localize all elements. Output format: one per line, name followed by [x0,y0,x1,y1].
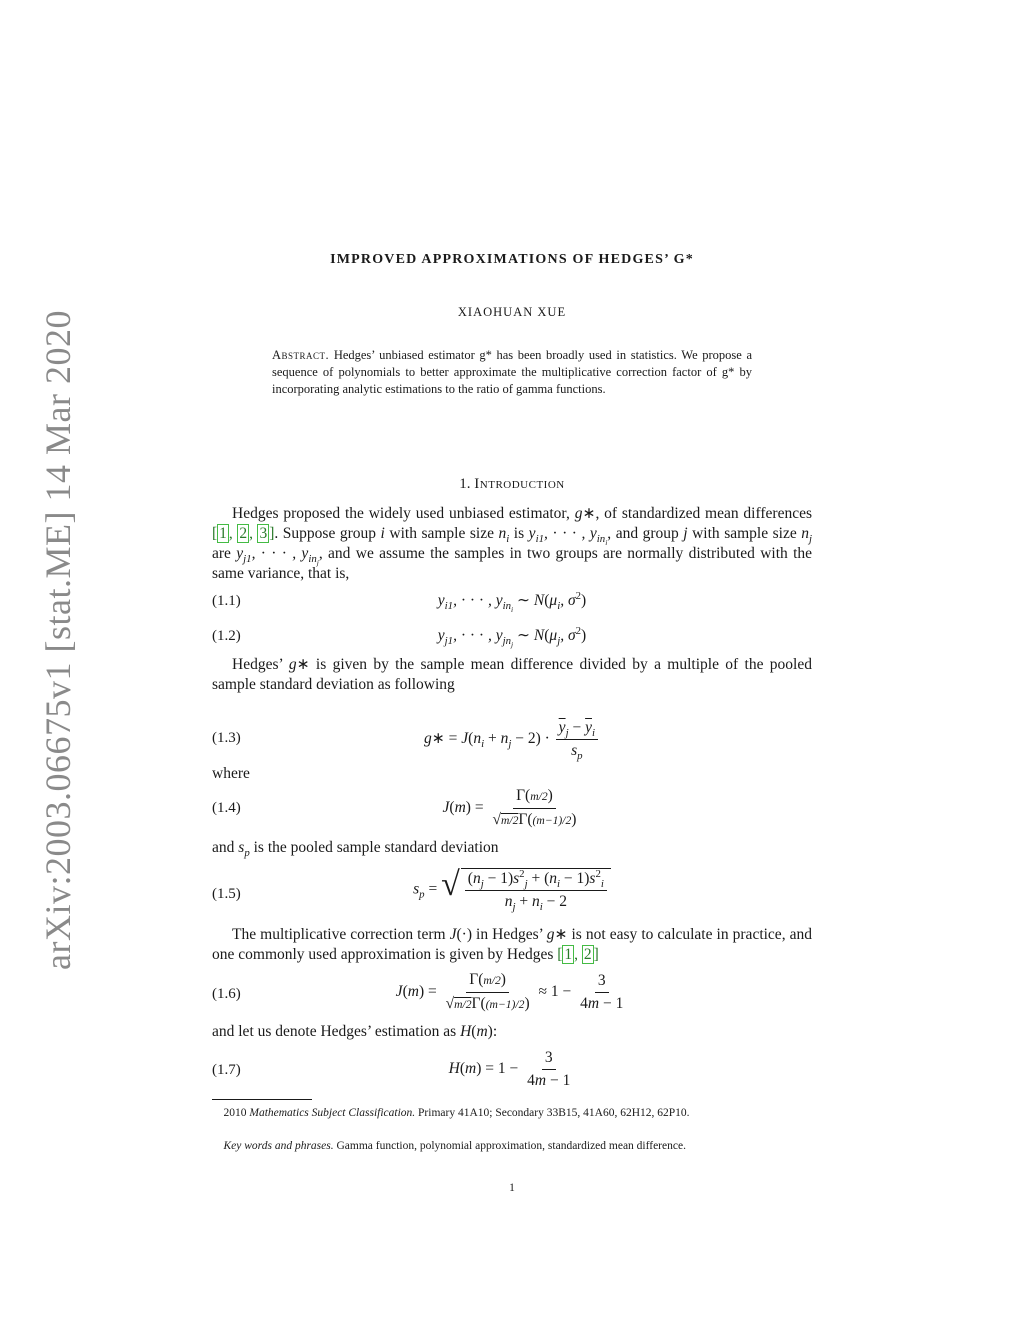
citation-group: [ 1 , 2 ] [557,946,599,963]
citation-group: [ 1 , 2 , 3 ] [212,525,275,542]
text-span: in Hedges’ [472,926,547,943]
arxiv-identifier: arXiv:2003.06675v1 [stat.ME] 14 Mar 2020 [38,310,78,970]
fraction: $\frac{(n_j - 1)s^2_j + (n_i - 1)s^2_i}{n_j + n_i - 2}$ [465,869,607,912]
msc-label: Mathematics Subject Classification. [249,1107,416,1119]
section-heading [212,474,812,494]
math-Hm: H(m) [460,1023,493,1040]
equation-1-2 [212,626,812,656]
abstract [272,347,752,398]
author-name: XIAOHUAN XUE [457,305,567,319]
equation-body: H(m) = 1 − $\frac{3}{4m - 1}$ [212,1048,812,1091]
math-gstar: g [546,926,555,943]
equation-1-6 [212,970,812,1016]
paper-title: IMPROVED APPROXIMATIONS OF HEDGES’ G* [330,252,694,267]
keywords-label: Key words and phrases. [223,1140,334,1152]
page-number: 1 [509,1182,515,1194]
equation-1-3 [212,718,812,762]
intro-paragraph-2: Hedges’ g∗ is given by the sample mean difference divided by a multiple of the pooled sample standard deviation as following [212,656,812,693]
equation-number: (1.7) [212,1062,241,1078]
text-span: is not easy to calculate in practice, and one commonly used approximation is given by Hedges [212,926,812,963]
citation-link-1[interactable]: 1 [219,525,227,542]
equation-number: (1.2) [212,628,241,644]
text-span: is given by the sample mean difference divided by a multiple of the pooled sample standard deviation as following [212,656,812,693]
equation-number: (1.3) [212,730,241,746]
equation-body: J(m) = $\frac{\Gamma(m/2)}{√m/2\Gamma((m-1)/2)}$ ≈ 1 − $\frac{3}{4m - 1}$ [212,970,812,1015]
abstract-text: Hedges’ unbiased estimator g* has been broadly used in statistics. We propose a sequence of polynomials to better approximate the multiplicative correction factor of g* by incorporating analytic estimations to the ratio of gamma functions. [272,348,753,396]
equation-number: (1.4) [212,800,241,816]
math-i: i [380,525,385,542]
text-span: , and group [607,525,684,542]
citation-link-2[interactable]: 2 [583,946,592,963]
citation-link-2[interactable]: 2 [239,525,248,542]
fraction: $\frac{3}{4m - 1}$ [527,1049,571,1089]
section-number: 1. [459,476,471,492]
intro-paragraph-5 [212,1022,812,1042]
text-span: 2010 [223,1107,247,1119]
equation-body: g∗ = $J(n_i + n_j - 2)$ · $\frac{\overline{y}_j - \overline{y}_i}{s_p}$ [212,718,812,761]
text-span: is [509,525,529,542]
math-gstar: g [288,656,297,673]
abstract-label: Abstract. [272,348,330,362]
equation-1-7 [212,1048,812,1090]
math-j: j [683,525,688,542]
fraction: $\frac{\Gamma(m/2)}{√m/2\Gamma((m-1)/2)}$ [445,971,530,1012]
equation-1-5 [212,868,812,920]
text-span: Hedges’ [232,656,289,673]
fraction: $\frac{\Gamma(m/2)}{√m/2\Gamma((m-1)/2)}$ [492,787,577,828]
text-span: , and we assume the samples in two groups are normally distributed with the same variance, that is, [212,545,812,582]
equation-body: $s_p$ = √ $\frac{(n_j - 1)s^2_j + (n_i - 1)s^2_i}{n_j + n_i - 2}$ [212,868,812,912]
text-span: are [212,545,237,562]
footnote-keywords [212,1138,812,1154]
fraction: $\frac{\overline{y}_j - \overline{y}_i}{s_p}$ [556,718,598,761]
text-span: . Suppose group [274,525,381,542]
text-span: , of standardized mean differences [595,505,812,522]
text-span: with sample size [384,525,499,542]
math-gstar: g [574,505,583,522]
text-span: : [492,1023,498,1040]
intro-paragraph-3 [212,838,812,858]
text-span: Hedges proposed the widely used unbiased estimator, [232,505,575,522]
footnote-rule [212,1099,312,1100]
text-span: and [212,839,239,856]
math-ni: $n_i$ [498,525,510,546]
msc-text: Primary 41A10; Secondary 33B15, 41A60, 62H12, 62P10. [418,1107,690,1119]
equation-body: J(m) = $\frac{\Gamma(m/2)}{√m/2\Gamma((m-1)/2)}$ [212,786,812,831]
text-span: is the pooled sample standard deviation [249,839,499,856]
equation-body: $y_{i1}$, · · · , $y_{in_i}$ ∼ $N(\mu_i$, $\sigma^2$) [437,589,587,615]
intro-paragraph-1: Hedges proposed the widely used unbiased estimator, g∗, of standardized mean differences [ 1 , 2 , 3 ]. Suppose group i with sample size $n_i$ is $y_{i1}$, · · · , $y_{in_i}$, and group j with sample size $n_j$ are $y_{j1}$, · · · , $y_{in_j}$, and we assume the samples in two groups are normally distributed with the same variance, that is, [212,505,813,582]
math-nj: $n_j$ [801,525,813,546]
equation-body: $y_{j1}$, · · · , $y_{jn_j}$ ∼ $N(\mu_j$, $\sigma^2$) [437,624,587,650]
equation-number: (1.1) [212,593,241,609]
text-span: and let us denote Hedges’ estimation as [212,1023,461,1040]
text-span: with sample size [687,525,802,542]
keywords-text: Gamma function, polynomial approximation, standardized mean difference. [336,1140,686,1152]
equation-number: (1.5) [212,886,241,902]
where-text: where [212,765,250,782]
square-root: √ $\frac{(n_j - 1)s^2_j + (n_i - 1)s^2_i}{n_j + n_i - 2}$ [441,868,611,912]
citation-link-3[interactable]: 3 [259,525,268,542]
text-span: The multiplicative correction term [232,926,450,943]
citation-link-1[interactable]: 1 [564,946,573,963]
equation-1-1 [212,591,812,621]
math-J-dot: J(·) [449,926,472,943]
equation-number: (1.6) [212,986,241,1002]
footnote-msc [212,1105,812,1121]
fraction: $\frac{3}{4m - 1}$ [580,972,624,1012]
math-yj-seq: $y_{j1}$, · · · , $y_{in_j}$ [236,545,319,568]
math-sp: $s_p$ [238,839,250,860]
intro-paragraph-4: The multiplicative correction term J(·) in Hedges’ g∗ is not easy to calculate in practice, and one commonly used approximation is given by Hedges [ 1 , 2 ] [212,926,812,963]
equation-1-4 [212,786,812,832]
section-title: Introduction [474,476,565,492]
math-yi-seq: $y_{i1}$, · · · , $y_{in_i}$ [528,525,608,548]
